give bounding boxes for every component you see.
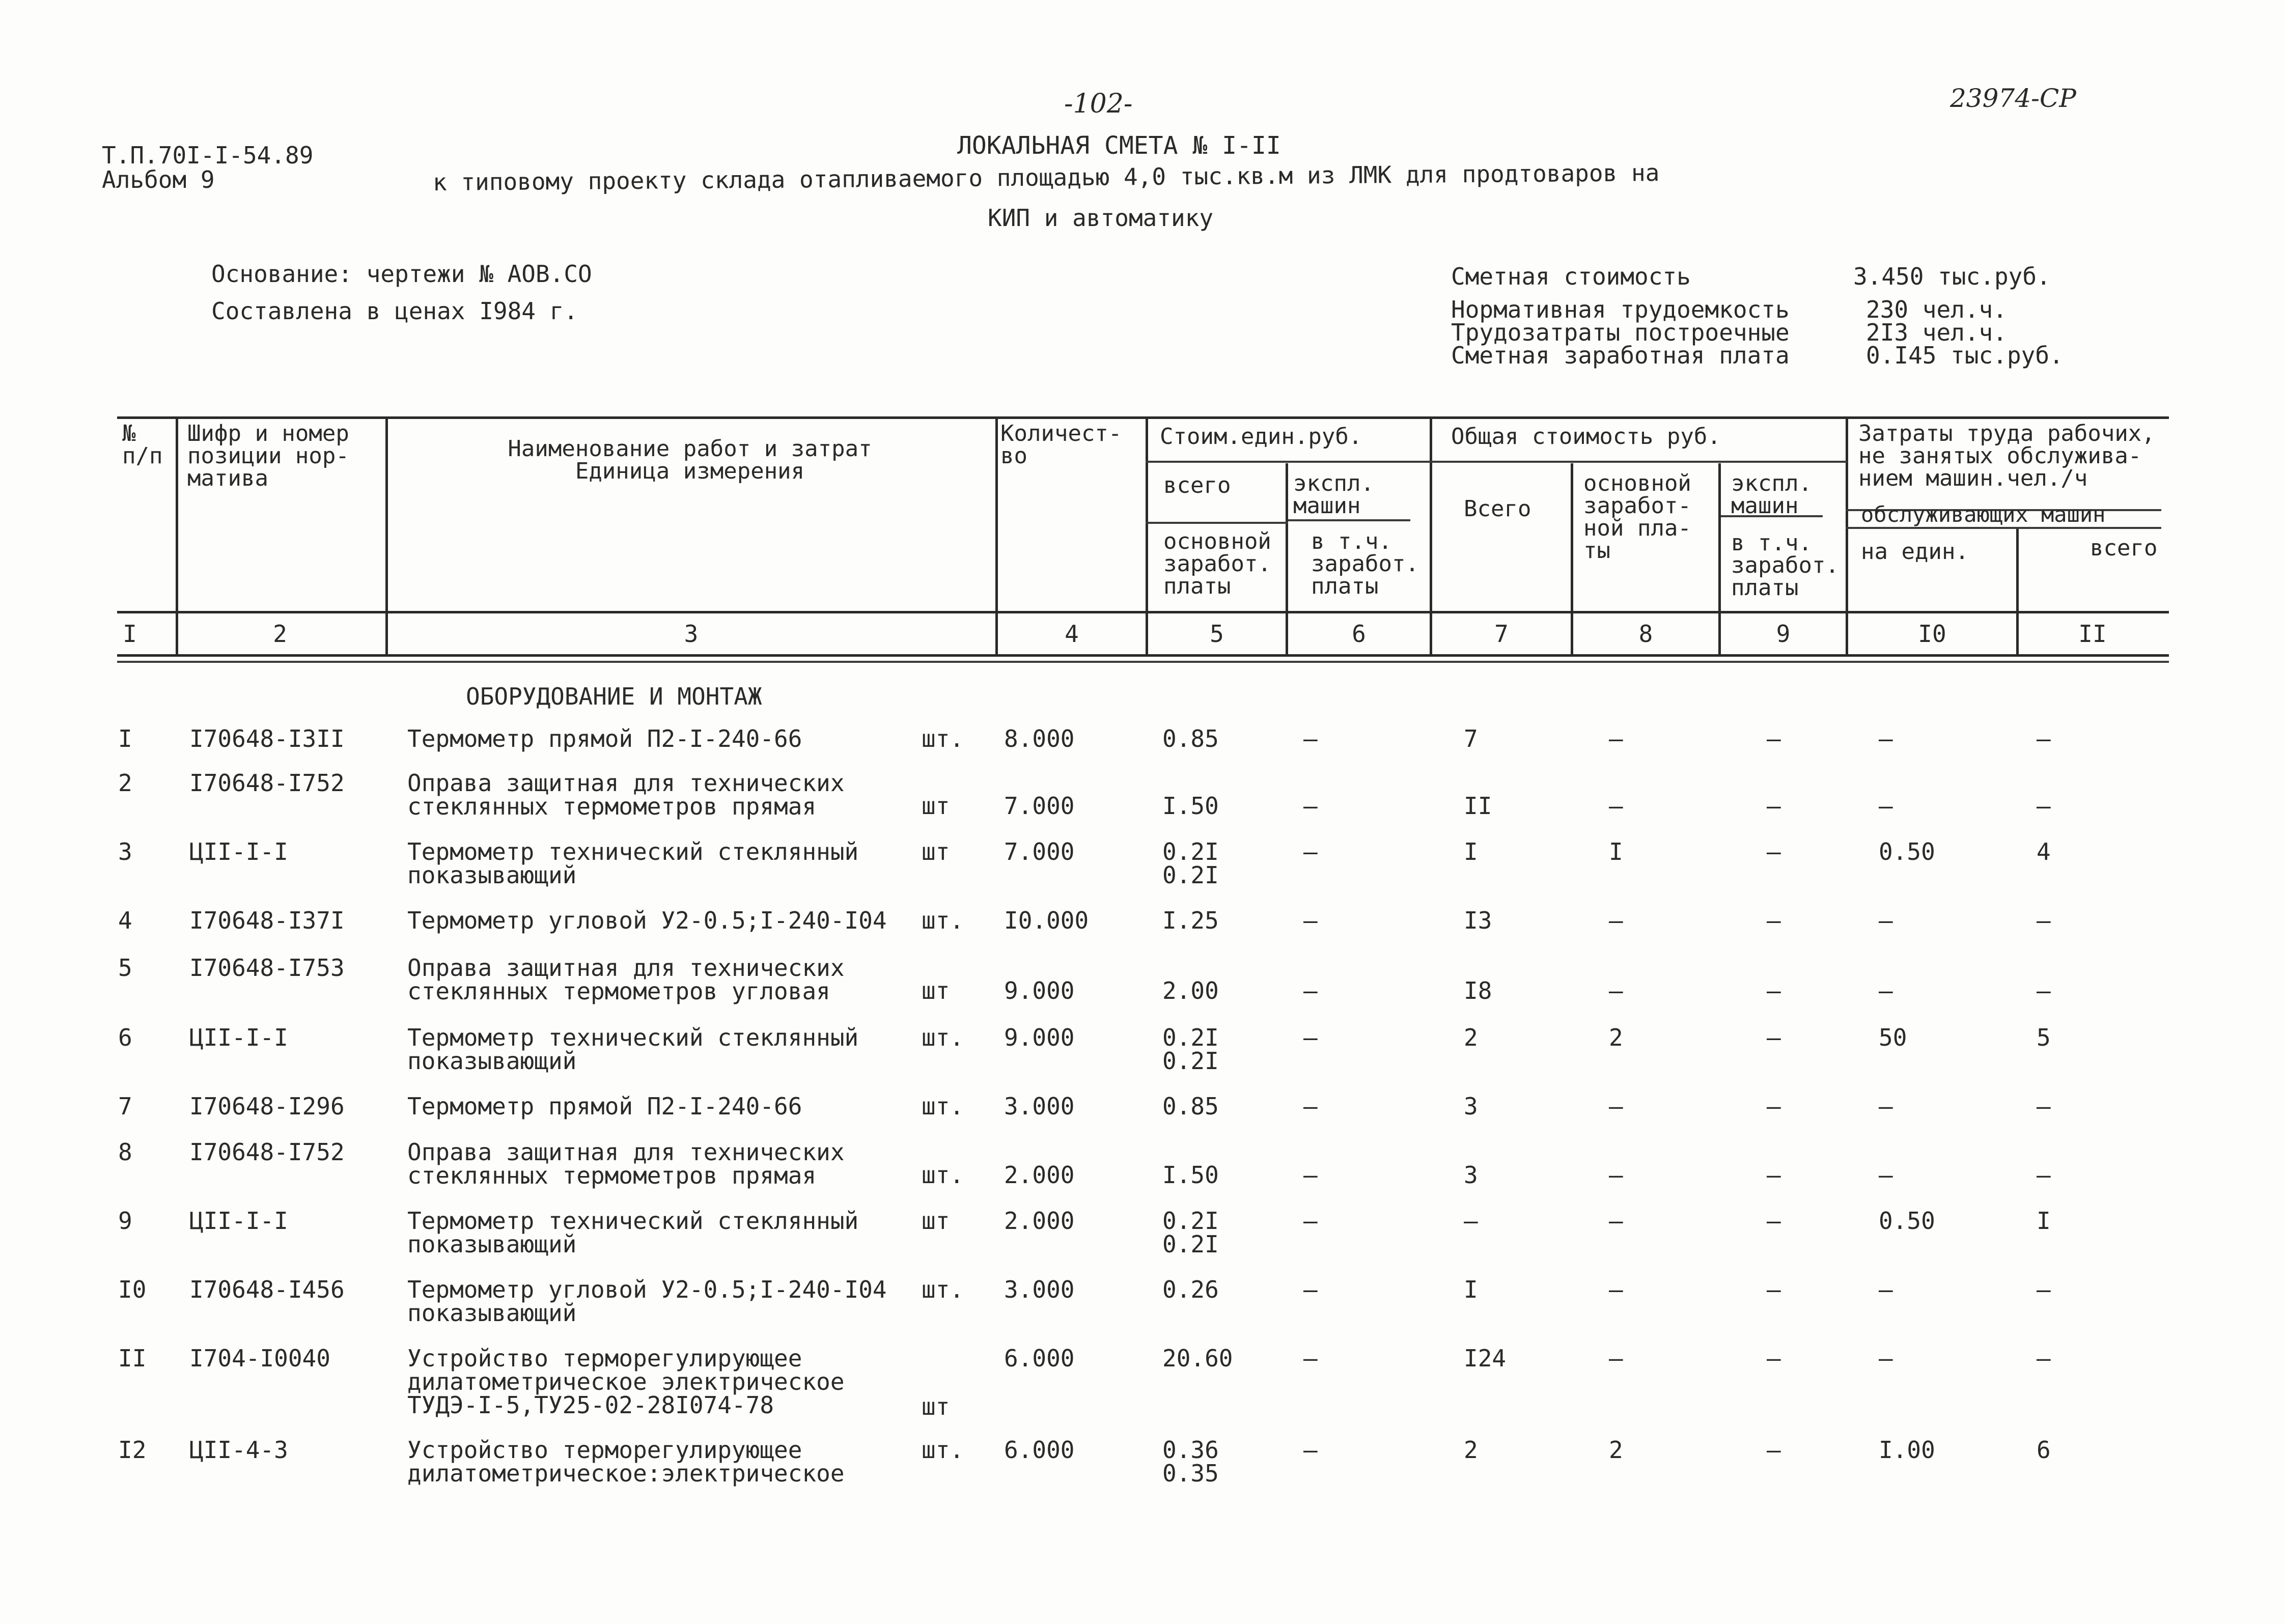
table-cell-code: I70648-I753 xyxy=(189,954,345,982)
table-cell-mach: – xyxy=(1303,1161,1318,1189)
table-cell-total: 7 xyxy=(1464,725,1478,752)
header-total-machines: экспл. машин xyxy=(1731,470,1812,519)
table-cell-base: – xyxy=(1609,1093,1623,1120)
table-cell-lab-unit: – xyxy=(1879,1345,1893,1372)
table-cell-code: I70648-I37I xyxy=(189,907,345,934)
table-cell-base: – xyxy=(1609,977,1623,1004)
table-cell-lab-unit: – xyxy=(1879,907,1893,934)
table-cell-n: 3 xyxy=(118,838,132,865)
header-total-base-wage: основной заработ- ной пла- ты xyxy=(1583,470,1691,564)
table-cell-base: – xyxy=(1609,792,1623,820)
table-cell-name: Устройство терморегулирующее дилатометрическое:электрическое xyxy=(407,1436,845,1487)
table-cell-base: – xyxy=(1609,1207,1623,1235)
table-cell-unit: шт. xyxy=(922,907,964,934)
header-unit-total: всего xyxy=(1163,472,1231,498)
project-code: Т.П.70I-I-54.89 xyxy=(102,142,314,169)
table-cell-code: I70648-I456 xyxy=(189,1276,345,1303)
table-cell-lab-unit: 0.50 xyxy=(1879,838,1935,865)
table-cell-total: I xyxy=(1464,1276,1478,1303)
table-cell-name: Термометр угловой У2-0.5;I-240-I04 показывающий xyxy=(407,1276,887,1327)
table-cell-total: I3 xyxy=(1464,907,1492,934)
header-unit-base-wage: основной заработ. платы xyxy=(1163,528,1271,599)
table-cell-emach: – xyxy=(1767,977,1781,1004)
table-cell-code: ЦII-I-I xyxy=(189,1024,288,1051)
summary-value: 0.I45 тыс.руб. xyxy=(1866,342,2064,369)
table-cell-unit: шт xyxy=(922,977,950,1004)
table-cell-unit: шт. xyxy=(922,1276,964,1303)
page-number: -102- xyxy=(1064,89,1133,119)
table-cell-lab-unit: I.00 xyxy=(1879,1436,1935,1464)
table-cell-base: – xyxy=(1609,725,1623,752)
column-number: 8 xyxy=(1638,620,1653,648)
table-cell-name: Оправа защитная для технических стеклянных термометров прямая xyxy=(407,1138,845,1189)
table-cell-name: Оправа защитная для технических стеклянных термометров угловая xyxy=(407,954,845,1005)
table-cell-mach: – xyxy=(1303,907,1318,934)
table-cell-lab-total: 6 xyxy=(2037,1436,2051,1464)
table-cell-lab-total: – xyxy=(2037,977,2051,1004)
table-cell-n: 6 xyxy=(118,1024,132,1051)
column-number: 5 xyxy=(1210,620,1224,648)
table-cell-unit: шт xyxy=(922,792,950,820)
table-cell-qty: 2.000 xyxy=(1004,1207,1075,1235)
table-cell-code: ЦII-I-I xyxy=(189,1207,288,1235)
table-cell-total: I8 xyxy=(1464,977,1492,1004)
section-title: ОБОРУДОВАНИЕ И МОНТАЖ xyxy=(466,683,762,710)
table-cell-qty: 7.000 xyxy=(1004,838,1075,865)
summary-value: 2I3 чел.ч. xyxy=(1866,319,2007,346)
table-cell-n: 5 xyxy=(118,954,132,982)
header-labor: Затраты труда рабочих, не занятых обслужива- нием машин.чел./ч xyxy=(1858,421,2155,491)
column-number: 7 xyxy=(1494,620,1509,648)
table-cell-price: 0.2I 0.2I xyxy=(1162,1024,1219,1075)
table-cell-price: 0.85 xyxy=(1162,725,1219,752)
table-cell-unit: шт. xyxy=(922,725,964,752)
table-cell-qty: 3.000 xyxy=(1004,1276,1075,1303)
table-cell-unit: шт xyxy=(922,838,950,865)
table-cell-qty: 3.000 xyxy=(1004,1093,1075,1120)
table-cell-qty: 9.000 xyxy=(1004,1024,1075,1051)
header-work-name: Наименование работ и затрат Единица измерения xyxy=(508,436,872,484)
table-cell-base: 2 xyxy=(1609,1436,1623,1464)
table-cell-unit: шт. xyxy=(922,1093,964,1120)
header-row-number: № п/п xyxy=(122,421,163,469)
table-cell-name: Термометр угловой У2-0.5;I-240-I04 xyxy=(407,907,887,934)
table-cell-emach: – xyxy=(1767,1436,1781,1464)
table-cell-mach: – xyxy=(1303,1436,1318,1464)
table-cell-name: Термометр технический стеклянный показывающий xyxy=(407,1024,859,1075)
table-cell-lab-total: – xyxy=(2037,907,2051,934)
table-cell-total: I xyxy=(1464,838,1478,865)
table-cell-price: 0.26 xyxy=(1162,1276,1219,1303)
header-norm-code: Шифр и номер позиции нор- матива xyxy=(187,421,349,491)
table-cell-price: 0.2I 0.2I xyxy=(1162,838,1219,889)
basis-note: Основание: чертежи № АОВ.СО xyxy=(211,260,592,288)
table-cell-total: – xyxy=(1464,1207,1478,1235)
table-cell-mach: – xyxy=(1303,1024,1318,1051)
price-base-note: Составлена в ценах I984 г. xyxy=(211,297,578,325)
table-cell-lab-unit: – xyxy=(1879,977,1893,1004)
table-cell-n: 8 xyxy=(118,1138,132,1166)
table-cell-lab-total: – xyxy=(2037,725,2051,752)
header-unit-machines: экспл. машин xyxy=(1293,470,1374,519)
table-cell-code: I704-I0040 xyxy=(189,1345,330,1372)
table-cell-lab-total: – xyxy=(2037,1345,2051,1372)
column-number: I xyxy=(123,620,137,648)
table-cell-lab-total: I xyxy=(2037,1207,2051,1235)
table-cell-price: I.50 xyxy=(1162,1161,1219,1189)
table-cell-unit: шт. xyxy=(922,1436,964,1464)
header-total-incl-wage: в т.ч. заработ. платы xyxy=(1731,530,1839,601)
table-cell-unit: шт xyxy=(922,1393,950,1420)
table-cell-mach: – xyxy=(1303,792,1318,820)
table-cell-lab-total: – xyxy=(2037,792,2051,820)
table-cell-code: ЦII-I-I xyxy=(189,838,288,865)
document-title: ЛОКАЛЬНАЯ СМЕТА № I-II xyxy=(957,131,1281,160)
header-unit-incl-wage: в т.ч. заработ. платы xyxy=(1311,528,1419,599)
table-cell-base: – xyxy=(1609,1161,1623,1189)
table-cell-n: 9 xyxy=(118,1207,132,1235)
table-cell-mach: – xyxy=(1303,977,1318,1004)
document-subtitle: к типовому проекту склада отапливаемого площадью 4,0 тыс.кв.м из ЛМК для продтоваров на xyxy=(432,159,1660,196)
table-cell-mach: – xyxy=(1303,1093,1318,1120)
table-cell-n: 7 xyxy=(118,1093,132,1120)
table-cell-qty: I0.000 xyxy=(1004,907,1089,934)
table-cell-price: I.25 xyxy=(1162,907,1219,934)
table-cell-lab-total: – xyxy=(2037,1161,2051,1189)
table-cell-lab-total: 5 xyxy=(2037,1024,2051,1051)
table-cell-price: 2.00 xyxy=(1162,977,1219,1004)
table-cell-code: I70648-I752 xyxy=(189,769,345,797)
column-number: 3 xyxy=(684,620,699,648)
table-cell-emach: – xyxy=(1767,1024,1781,1051)
table-cell-mach: – xyxy=(1303,1276,1318,1303)
header-total-all: Всего xyxy=(1464,496,1531,522)
table-cell-lab-unit: 50 xyxy=(1879,1024,1907,1051)
table-cell-emach: – xyxy=(1767,1093,1781,1120)
table-cell-price: 0.85 xyxy=(1162,1093,1219,1120)
table-cell-qty: 2.000 xyxy=(1004,1161,1075,1189)
table-cell-lab-unit: – xyxy=(1879,725,1893,752)
table-cell-price: I.50 xyxy=(1162,792,1219,820)
table-cell-base: I xyxy=(1609,838,1623,865)
table-cell-price: 20.60 xyxy=(1162,1345,1233,1372)
table-cell-mach: – xyxy=(1303,838,1318,865)
table-cell-n: 4 xyxy=(118,907,132,934)
table-cell-name: Термометр технический стеклянный показывающий xyxy=(407,838,859,889)
handwritten-doc-code: 23974-CP xyxy=(1950,83,2076,113)
table-cell-total: I24 xyxy=(1464,1345,1507,1372)
table-cell-qty: 6.000 xyxy=(1004,1345,1075,1372)
table-cell-base: – xyxy=(1609,1345,1623,1372)
table-cell-n: II xyxy=(118,1345,147,1372)
table-cell-lab-total: – xyxy=(2037,1276,2051,1303)
table-cell-lab-unit: – xyxy=(1879,1161,1893,1189)
table-cell-code: I70648-I296 xyxy=(189,1093,345,1120)
table-cell-n: 2 xyxy=(118,769,132,797)
table-cell-mach: – xyxy=(1303,725,1318,752)
table-cell-total: 3 xyxy=(1464,1093,1478,1120)
table-cell-emach: – xyxy=(1767,1207,1781,1235)
header-labor-sub: обслуживающих машин xyxy=(1861,502,2106,527)
table-cell-lab-total: 4 xyxy=(2037,838,2051,865)
summary-label: Трудозатраты построечные xyxy=(1451,319,1790,346)
summary-value: 230 чел.ч. xyxy=(1866,296,2007,323)
table-cell-total: 3 xyxy=(1464,1161,1478,1189)
table-cell-total: II xyxy=(1464,792,1492,820)
column-number: 6 xyxy=(1352,620,1366,648)
summary-label: Нормативная трудоемкость xyxy=(1451,296,1790,323)
table-cell-code: I70648-I3II xyxy=(189,725,345,752)
summary-label: Сметная заработная плата xyxy=(1451,342,1790,369)
table-cell-n: I xyxy=(118,725,132,752)
table-cell-emach: – xyxy=(1767,907,1781,934)
table-cell-lab-total: – xyxy=(2037,1093,2051,1120)
table-cell-qty: 6.000 xyxy=(1004,1436,1075,1464)
table-cell-name: Устройство терморегулирующее дилатометрическое электрическое ТУДЭ-I-5,ТУ25-02-28I074-78 xyxy=(407,1345,845,1419)
summary-label: Сметная стоимость xyxy=(1451,263,1691,290)
table-cell-qty: 8.000 xyxy=(1004,725,1075,752)
header-total-cost: Общая стоимость руб. xyxy=(1451,424,1721,450)
table-cell-code: ЦII-4-3 xyxy=(189,1436,288,1464)
table-cell-base: – xyxy=(1609,1276,1623,1303)
table-cell-total: 2 xyxy=(1464,1436,1478,1464)
table-cell-qty: 9.000 xyxy=(1004,977,1075,1004)
column-number: 4 xyxy=(1065,620,1079,648)
table-cell-name: Термометр прямой П2-I-240-66 xyxy=(407,1093,802,1120)
header-labor-unit: на един. xyxy=(1861,539,1969,565)
table-cell-name: Оправа защитная для технических стеклянных термометров прямая xyxy=(407,769,845,820)
table-cell-total: 2 xyxy=(1464,1024,1478,1051)
table-cell-base: – xyxy=(1609,907,1623,934)
table-cell-qty: 7.000 xyxy=(1004,792,1075,820)
album-label: Альбом 9 xyxy=(102,166,215,193)
table-cell-emach: – xyxy=(1767,792,1781,820)
table-cell-lab-unit: – xyxy=(1879,1093,1893,1120)
header-quantity: Количест- во xyxy=(1000,421,1122,469)
table-cell-emach: – xyxy=(1767,725,1781,752)
table-cell-unit: шт xyxy=(922,1207,950,1235)
table-cell-n: I0 xyxy=(118,1276,147,1303)
table-cell-emach: – xyxy=(1767,1345,1781,1372)
table-cell-mach: – xyxy=(1303,1345,1318,1372)
table-cell-lab-unit: – xyxy=(1879,1276,1893,1303)
table-cell-unit: шт. xyxy=(922,1024,964,1051)
column-number: 9 xyxy=(1776,620,1791,648)
table-cell-price: 0.36 0.35 xyxy=(1162,1436,1219,1487)
table-cell-name: Термометр прямой П2-I-240-66 xyxy=(407,725,802,752)
column-number: II xyxy=(2078,620,2107,648)
table-cell-emach: – xyxy=(1767,1161,1781,1189)
table-cell-unit: шт. xyxy=(922,1161,964,1189)
table-cell-lab-unit: 0.50 xyxy=(1879,1207,1935,1235)
column-number: 2 xyxy=(273,620,287,648)
table-cell-name: Термометр технический стеклянный показывающий xyxy=(407,1207,859,1258)
table-cell-lab-unit: – xyxy=(1879,792,1893,820)
header-unit-cost: Стоим.един.руб. xyxy=(1160,424,1362,450)
header-labor-total: всего xyxy=(2090,535,2158,561)
table-cell-emach: – xyxy=(1767,1276,1781,1303)
table-cell-price: 0.2I 0.2I xyxy=(1162,1207,1219,1258)
column-number: I0 xyxy=(1918,620,1946,648)
summary-value: 3.450 тыс.руб. xyxy=(1853,263,2051,290)
table-cell-n: I2 xyxy=(118,1436,147,1464)
table-cell-emach: – xyxy=(1767,838,1781,865)
table-cell-code: I70648-I752 xyxy=(189,1138,345,1166)
table-cell-base: 2 xyxy=(1609,1024,1623,1051)
table-cell-mach: – xyxy=(1303,1207,1318,1235)
document-subtitle-2: КИП и автоматику xyxy=(988,204,1214,232)
